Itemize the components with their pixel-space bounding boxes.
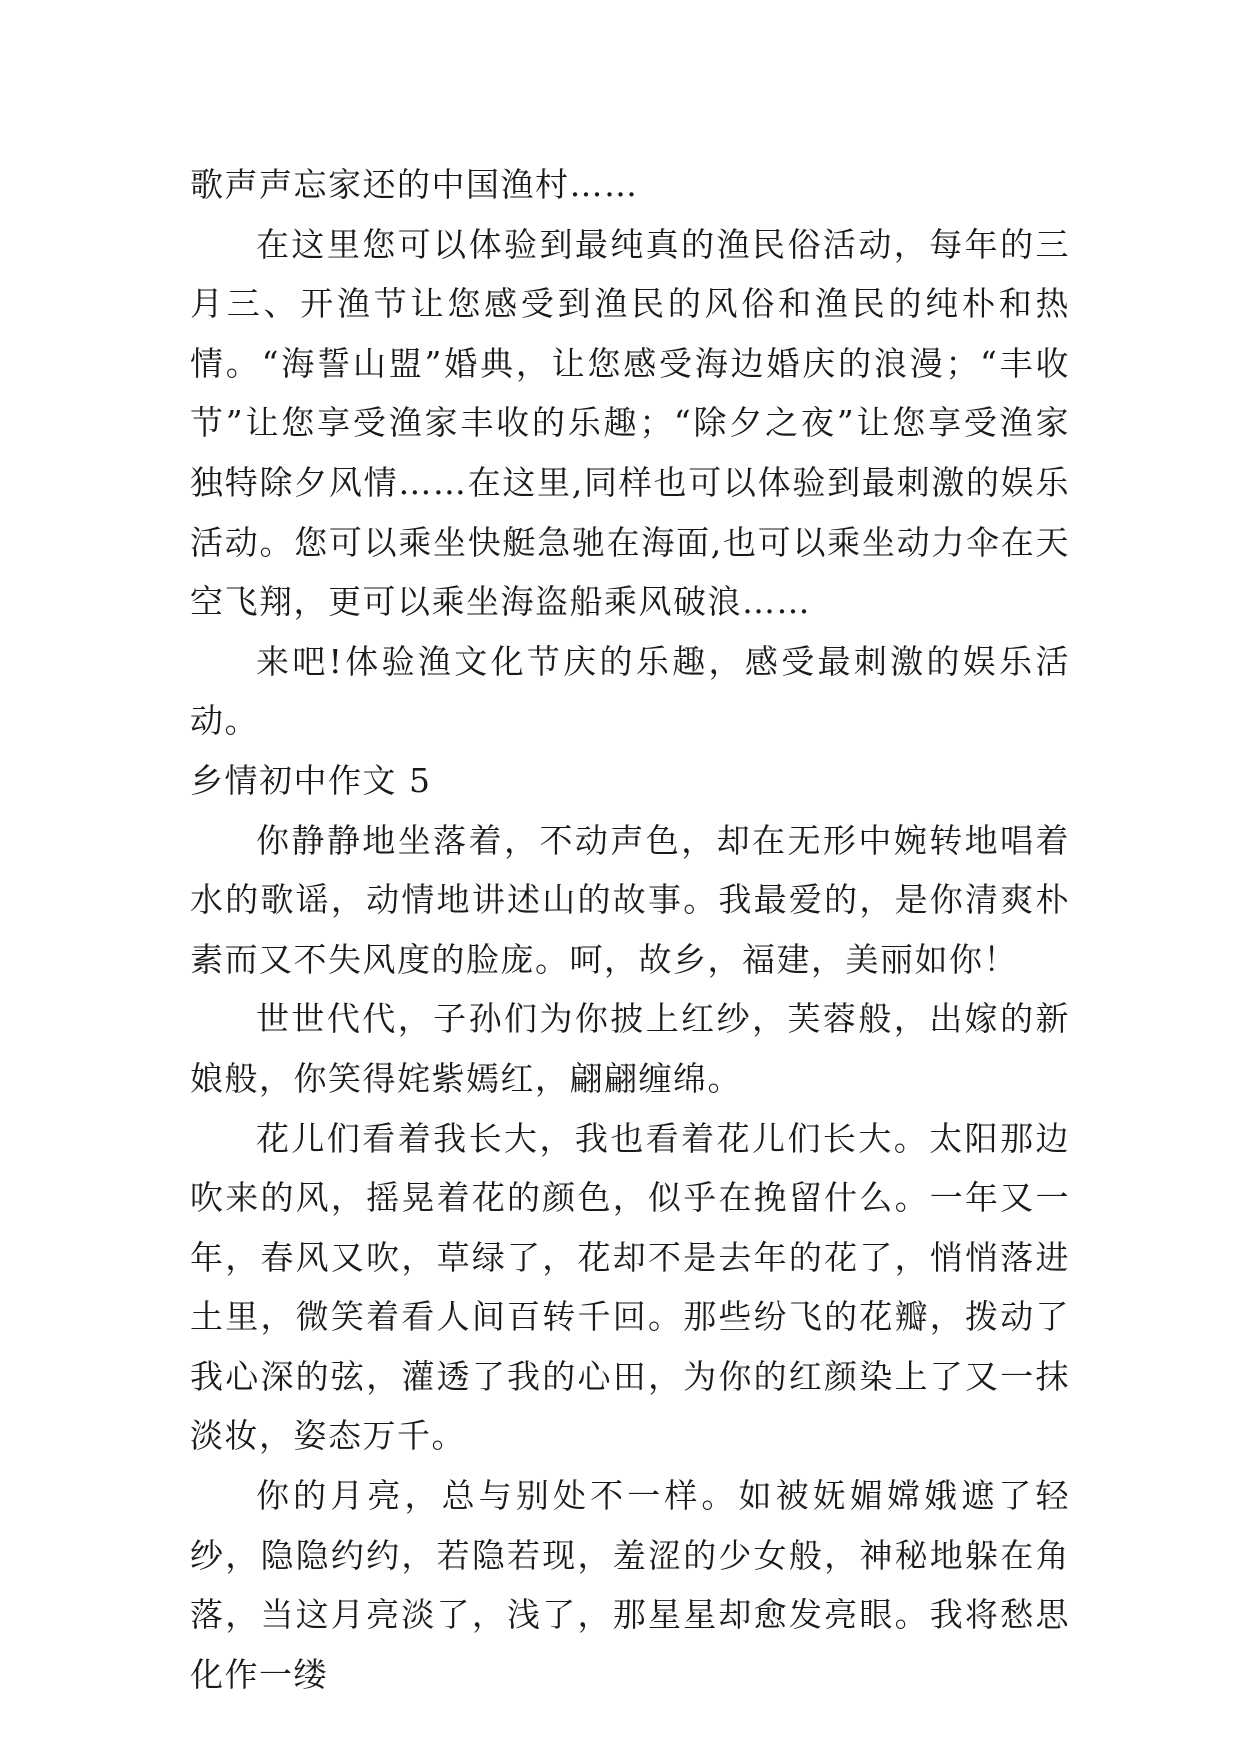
section-heading: 乡情初中作文 5	[190, 760, 432, 800]
paragraph-5: 你静静地坐落着，不动声色，却在无形中婉转地唱着水的歌谣，动情地讲述山的故事。我最爱的，是你清爽朴素而又不失风度的脸庞。呵，故乡，福建，美丽如你！	[190, 820, 1070, 979]
paragraph-3: 来吧!体验渔文化节庆的乐趣，感受最刺激的娱乐活动。	[190, 641, 1070, 741]
paragraph-6: 世世代代，子孙们为你披上红纱，芙蓉般，出嫁的新娘般，你笑得姹紫嫣红，翩翩缠绵。	[190, 999, 1070, 1098]
paragraph-8: 你的月亮，总与别处不一样。如被妩媚嫦娥遮了轻纱，隐隐约约，若隐若现，羞涩的少女般，神秘地躲在角落，当这月亮淡了，浅了，那星星却愈发亮眼。我将愁思化作一缕	[190, 1476, 1070, 1694]
paragraph-7: 花儿们看着我长大，我也看着花儿们长大。太阳那边吹来的风，摇晃着花的颜色，似乎在挽留什么。一年又一年，春风又吹，草绿了，花却不是去年的花了，悄悄落进土里，微笑着看人间百转千回。那些纷飞的花瓣，拨动了我心深的弦，灌透了我的心田，为你的红颜染上了又一抹淡妆，姿态万千。	[190, 1118, 1070, 1456]
paragraph-2: 在这里您可以体验到最纯真的渔民俗活动，每年的三月三、开渔节让您感受到渔民的风俗和渔民的纯朴和热情。“海誓山盟”婚典，让您感受海边婚庆的浪漫；“丰收节”让您享受渔家丰收的乐趣；“除夕之夜”让您享受渔家独特除夕风情……在这里,同样也可以体验到最刺激的娱乐活动。您可以乘坐快艇急驰在海面,也可以乘坐动力伞在天空飞翔，更可以乘坐海盗船乘风破浪……	[190, 224, 1070, 622]
paragraph-1: 歌声声忘家还的中国渔村……	[190, 165, 639, 204]
document-body	[190, 155, 1070, 1704]
